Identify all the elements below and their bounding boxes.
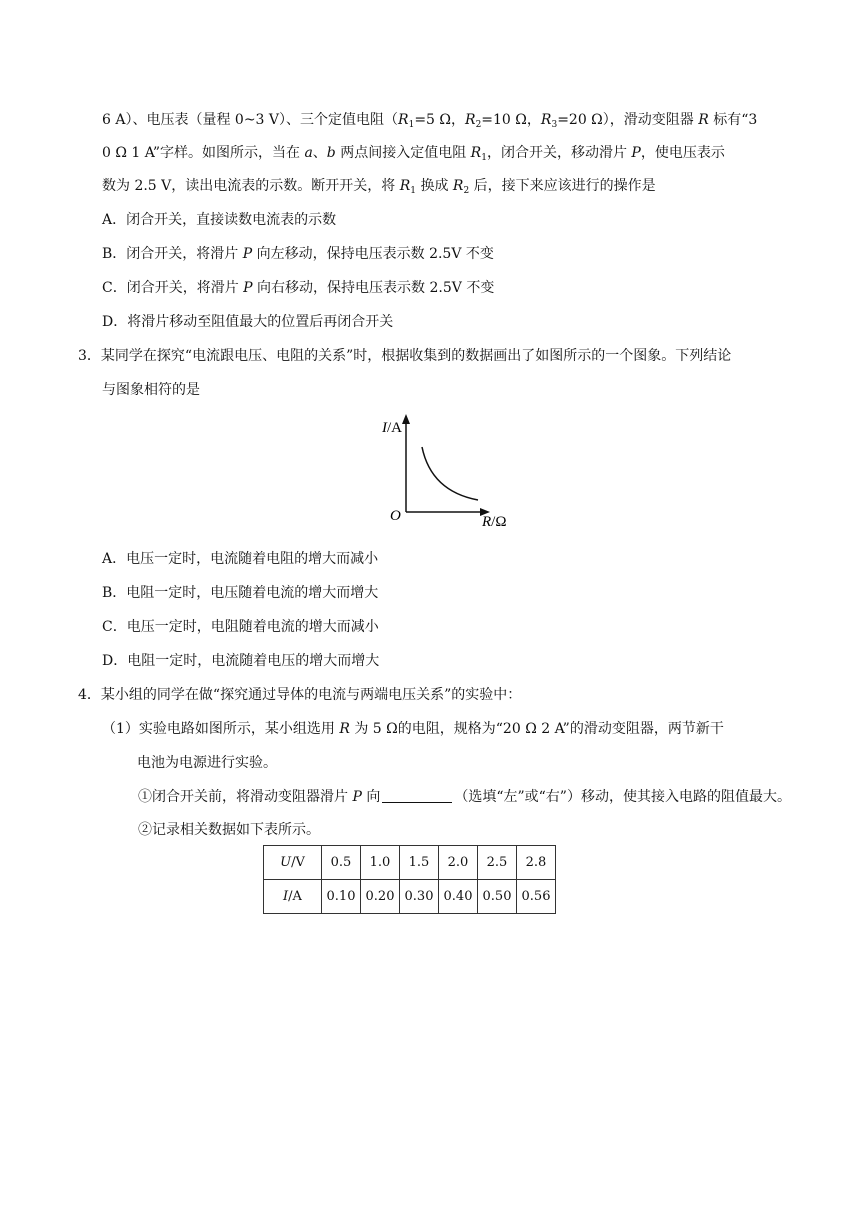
table-cell: 1.5	[400, 846, 439, 880]
answer-blank[interactable]	[382, 788, 452, 803]
q2-option-c: C．闭合开关，将滑片 P 向右移动，保持电压表示数 2.5V 不变	[102, 280, 495, 296]
table-row	[264, 846, 556, 880]
q3-stem-line-2: 与图象相符的是	[102, 382, 200, 398]
table-cell: 1.0	[361, 846, 400, 880]
q2-line-3: 数为 2.5 V，读出电流表的示数。断开开关，将 $R_1$ 换成 $R_2$ 后，接下来应该进行的操作是	[102, 178, 656, 196]
y-axis-arrow	[402, 414, 410, 424]
table-cell: 0.56	[517, 880, 556, 914]
x-axis-label: R/Ω	[482, 514, 507, 530]
row-header-u: U/V	[264, 846, 322, 880]
table-cell: 0.30	[400, 880, 439, 914]
q3-option-a: A．电压一定时，电流随着电阻的增大而减小	[102, 551, 379, 567]
q3-stem-line-1: 3．某同学在探究“电流跟电压、电阻的关系”时，根据收集到的数据画出了如图所示的一个图象。下列结论	[78, 348, 732, 364]
q3-option-b: B．电阻一定时，电压随着电流的增大而增大	[102, 585, 379, 601]
row-header-i: I/A	[264, 880, 322, 914]
table-cell: 0.50	[478, 880, 517, 914]
q4-sub-1: ①闭合开关前，将滑动变阻器滑片 P 向 （选填“左”或“右”）移动，使其接入电路的阻值最大。	[138, 789, 791, 805]
table-cell: 0.20	[361, 880, 400, 914]
data-table	[263, 845, 556, 914]
q2-option-b: B．闭合开关，将滑片 P 向左移动，保持电压表示数 2.5V 不变	[102, 246, 494, 262]
curve	[422, 447, 478, 500]
q2-line-2: 0 Ω 1 A”字样。如图所示，当在 a、b 两点间接入定值电阻 $R_1$，闭合开关，移动滑片 P，使电压表示	[102, 145, 725, 163]
q4-sub-2: ②记录相关数据如下表所示。	[138, 822, 320, 838]
q2-option-a: A．闭合开关，直接读数电流表的示数	[102, 212, 337, 228]
q4-part1-line-1: （1）实验电路如图所示，某小组选用 R 为 5 Ω的电阻，规格为“20 Ω 2 A”的滑动变阻器，两节新干	[102, 721, 724, 737]
inverse-relation-graph	[374, 410, 524, 535]
table-cell: 0.5	[322, 846, 361, 880]
y-axis-label: I/A	[382, 420, 402, 436]
q3-option-c: C．电压一定时，电阻随着电流的增大而减小	[102, 619, 379, 635]
table-cell: 2.8	[517, 846, 556, 880]
origin-label: O	[390, 508, 401, 524]
q4-stem: 4．某小组的同学在做“探究通过导体的电流与两端电压关系”的实验中：	[78, 687, 522, 703]
table-cell: 2.5	[478, 846, 517, 880]
q2-line-1: 6 A）、电压表（量程 0~3 V）、三个定值电阻（$R_1=5$ Ω，$R_2=10$ Ω，$R_3=20$ Ω），滑动变阻器 R 标有“3	[102, 112, 758, 130]
table-cell: 2.0	[439, 846, 478, 880]
table-cell: 0.10	[322, 880, 361, 914]
table-cell: 0.40	[439, 880, 478, 914]
q3-option-d: D．电阻一定时，电流随着电压的增大而增大	[102, 653, 380, 669]
q2-option-d: D．将滑片移动至阻值最大的位置后再闭合开关	[102, 314, 394, 330]
q4-part1-line-2: 电池为电源进行实验。	[137, 755, 277, 771]
table-row	[264, 880, 556, 914]
